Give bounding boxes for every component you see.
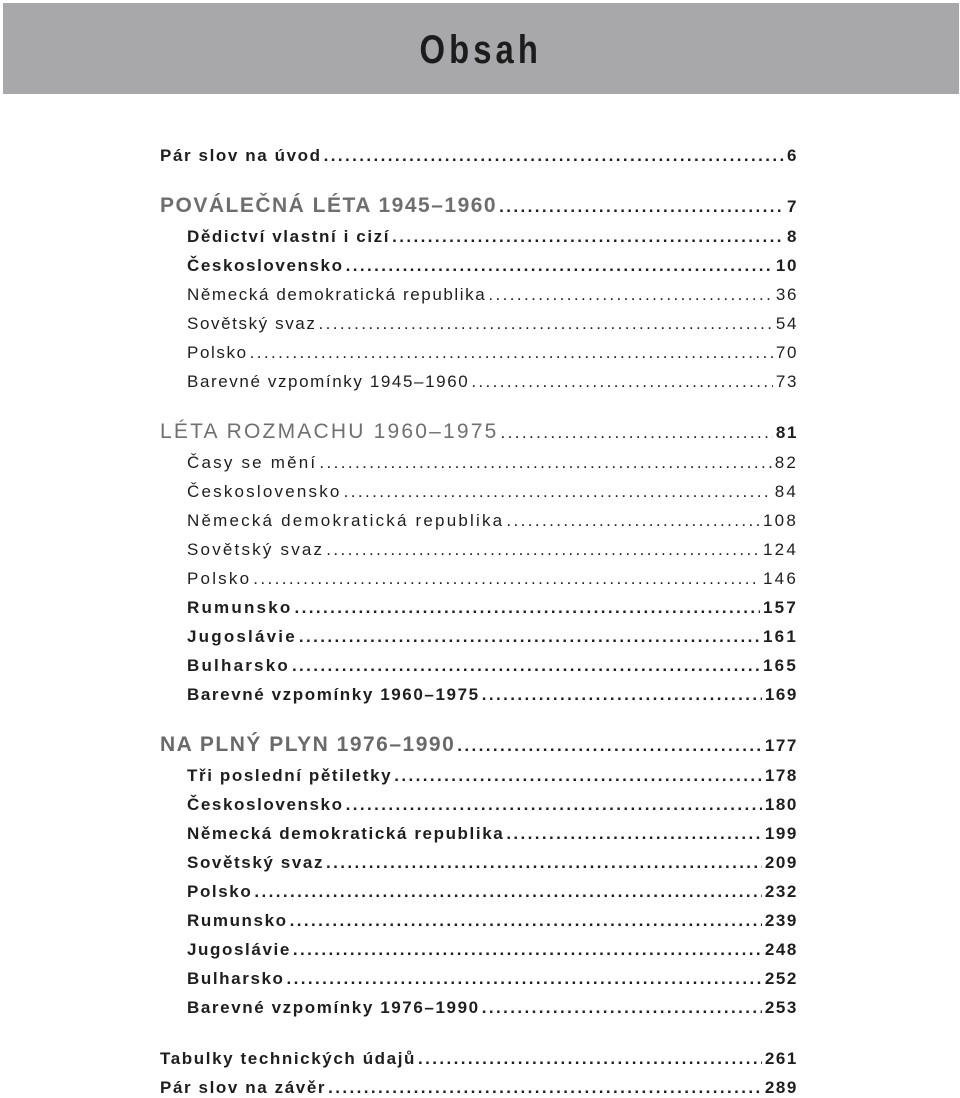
toc-section-heading[interactable] bbox=[160, 733, 798, 757]
dot-leader bbox=[457, 736, 762, 756]
dot-leader bbox=[506, 824, 762, 844]
toc-entry-page: 36 bbox=[775, 285, 798, 304]
toc-entry[interactable] bbox=[187, 911, 798, 931]
toc-entry[interactable] bbox=[160, 1078, 798, 1098]
toc-entry-label: Jugoslávie bbox=[187, 940, 291, 959]
toc-entry-page: 180 bbox=[764, 795, 798, 814]
toc-entry-label: Časy se mění bbox=[187, 453, 318, 472]
dot-leader bbox=[294, 598, 760, 618]
toc-entry-page: 108 bbox=[763, 511, 798, 530]
dot-leader bbox=[318, 314, 772, 334]
toc-entry[interactable] bbox=[187, 940, 798, 960]
toc-entry-page: 73 bbox=[775, 372, 798, 391]
toc-entry-page: 124 bbox=[763, 540, 798, 559]
dot-leader bbox=[482, 685, 762, 705]
dot-leader bbox=[293, 940, 762, 960]
dot-leader bbox=[292, 656, 760, 676]
toc-entry[interactable] bbox=[187, 540, 798, 560]
toc-section-heading[interactable] bbox=[160, 194, 798, 218]
dot-leader bbox=[471, 372, 773, 392]
toc-entry-page: 82 bbox=[774, 453, 798, 472]
toc-entry-page: 157 bbox=[763, 598, 798, 617]
toc-entry-page: 239 bbox=[764, 911, 798, 930]
toc-entry-page: 177 bbox=[764, 736, 798, 755]
toc-entry-label: Tabulky technických údajů bbox=[160, 1049, 417, 1068]
toc-section-heading[interactable] bbox=[160, 420, 798, 444]
toc-entry-page: 232 bbox=[764, 882, 798, 901]
toc-entry[interactable] bbox=[187, 482, 798, 502]
toc-entry[interactable] bbox=[187, 285, 798, 305]
toc-entry-label: Sovětský svaz bbox=[187, 853, 325, 872]
toc-entry-page: 6 bbox=[786, 146, 798, 165]
toc-entry[interactable] bbox=[187, 882, 798, 902]
toc-entry-page: 8 bbox=[786, 227, 798, 246]
toc-entry-label: Polsko bbox=[187, 569, 252, 588]
toc-entry[interactable] bbox=[187, 656, 798, 676]
toc-entry-label: Československo bbox=[187, 482, 342, 501]
toc-entry-page: 70 bbox=[775, 343, 798, 362]
toc-entry-label: Rumunsko bbox=[187, 598, 293, 617]
toc-entry-label: Polsko bbox=[187, 343, 248, 362]
dot-leader bbox=[394, 766, 762, 786]
toc-entry[interactable] bbox=[187, 314, 798, 334]
toc-entry-label: Tři poslední pětiletky bbox=[187, 766, 393, 785]
toc-entry-label: Pár slov na úvod bbox=[160, 146, 322, 165]
toc-entry-label: Barevné vzpomínky 1945–1960 bbox=[187, 372, 470, 391]
dot-leader bbox=[346, 795, 762, 815]
header-band bbox=[3, 3, 959, 94]
toc-entry-page: 161 bbox=[763, 627, 798, 646]
dot-leader bbox=[488, 285, 773, 305]
toc-entry-page: 146 bbox=[763, 569, 798, 588]
toc-entry-page: 248 bbox=[764, 940, 798, 959]
toc-entry-label: Dědictví vlastní i cizí bbox=[187, 227, 391, 246]
toc-entry-page: 169 bbox=[764, 685, 798, 704]
dot-leader bbox=[344, 482, 772, 502]
toc-entry[interactable] bbox=[187, 853, 798, 873]
toc-entry[interactable] bbox=[187, 795, 798, 815]
toc-entry[interactable] bbox=[160, 1049, 798, 1069]
toc-entry-label: Sovětský svaz bbox=[187, 540, 325, 559]
dot-leader bbox=[506, 511, 760, 531]
toc-entry-label: Sovětský svaz bbox=[187, 314, 317, 333]
toc-entry-page: 253 bbox=[764, 998, 798, 1017]
toc-entry-label: Barevné vzpomínky 1976–1990 bbox=[187, 998, 480, 1017]
toc-entry-label: Jugoslávie bbox=[187, 627, 297, 646]
toc-entry[interactable] bbox=[187, 511, 798, 531]
dot-leader bbox=[418, 1049, 762, 1069]
dot-leader bbox=[287, 969, 762, 989]
dot-leader bbox=[501, 423, 773, 443]
toc-entry[interactable] bbox=[187, 372, 798, 392]
toc-entry-page: 10 bbox=[775, 256, 798, 275]
toc-entry[interactable] bbox=[187, 685, 798, 705]
toc-entry-label: Německá demokratická republika bbox=[187, 285, 487, 304]
toc-entry[interactable] bbox=[187, 569, 798, 589]
toc-entry-page: 252 bbox=[764, 969, 798, 988]
toc-entry-page: 178 bbox=[764, 766, 798, 785]
toc-entry-page: 261 bbox=[764, 1049, 798, 1068]
toc-entry-page: 289 bbox=[764, 1078, 798, 1097]
toc-entry-label: Barevné vzpomínky 1960–1975 bbox=[187, 685, 480, 704]
toc-entry[interactable] bbox=[187, 969, 798, 989]
toc-entry-label: LÉTA ROZMACHU 1960–1975 bbox=[160, 420, 499, 443]
toc-entry-label: Československo bbox=[187, 795, 344, 814]
dot-leader bbox=[324, 146, 784, 166]
page-title: Obsah bbox=[419, 28, 543, 72]
toc-entry[interactable] bbox=[187, 824, 798, 844]
toc-entry-page: 81 bbox=[775, 423, 798, 442]
dot-leader bbox=[326, 540, 760, 560]
toc-entry-label: NA PLNÝ PLYN 1976–1990 bbox=[160, 733, 456, 756]
toc-entry[interactable] bbox=[187, 598, 798, 618]
toc-entry-label: Bulharsko bbox=[187, 969, 285, 988]
dot-leader bbox=[346, 256, 773, 276]
toc-entry-label: Polsko bbox=[187, 882, 253, 901]
dot-leader bbox=[253, 569, 760, 589]
toc-entry-page: 199 bbox=[764, 824, 798, 843]
dot-leader bbox=[328, 1078, 762, 1098]
toc-entry-page: 209 bbox=[764, 853, 798, 872]
toc-entry-label: POVÁLEČNÁ LÉTA 1945–1960 bbox=[160, 194, 498, 217]
toc-entry-label: Německá demokratická republika bbox=[187, 824, 505, 843]
toc-entry[interactable] bbox=[160, 146, 798, 166]
dot-leader bbox=[250, 343, 773, 363]
toc-entry-page: 7 bbox=[786, 197, 798, 216]
dot-leader bbox=[326, 853, 762, 873]
dot-leader bbox=[254, 882, 761, 902]
dot-leader bbox=[290, 911, 762, 931]
dot-leader bbox=[482, 998, 762, 1018]
toc-entry[interactable] bbox=[187, 627, 798, 647]
toc-entry[interactable] bbox=[187, 998, 798, 1018]
dot-leader bbox=[499, 197, 784, 217]
dot-leader bbox=[319, 453, 771, 473]
toc-entry[interactable] bbox=[187, 343, 798, 363]
toc-entry[interactable] bbox=[187, 453, 798, 473]
toc-entry-page: 84 bbox=[774, 482, 798, 501]
toc-entry-label: Československo bbox=[187, 256, 344, 275]
toc-entry[interactable] bbox=[187, 227, 798, 247]
toc-entry-label: Německá demokratická republika bbox=[187, 511, 505, 530]
toc-entry-label: Pár slov na závěr bbox=[160, 1078, 327, 1097]
toc-entry-label: Rumunsko bbox=[187, 911, 288, 930]
toc-entry-page: 165 bbox=[763, 656, 798, 675]
dot-leader bbox=[299, 627, 760, 647]
toc-entry[interactable] bbox=[187, 766, 798, 786]
dot-leader bbox=[392, 227, 784, 247]
toc-entry[interactable] bbox=[187, 256, 798, 276]
toc-entry-label: Bulharsko bbox=[187, 656, 290, 675]
toc-entry-page: 54 bbox=[775, 314, 798, 333]
